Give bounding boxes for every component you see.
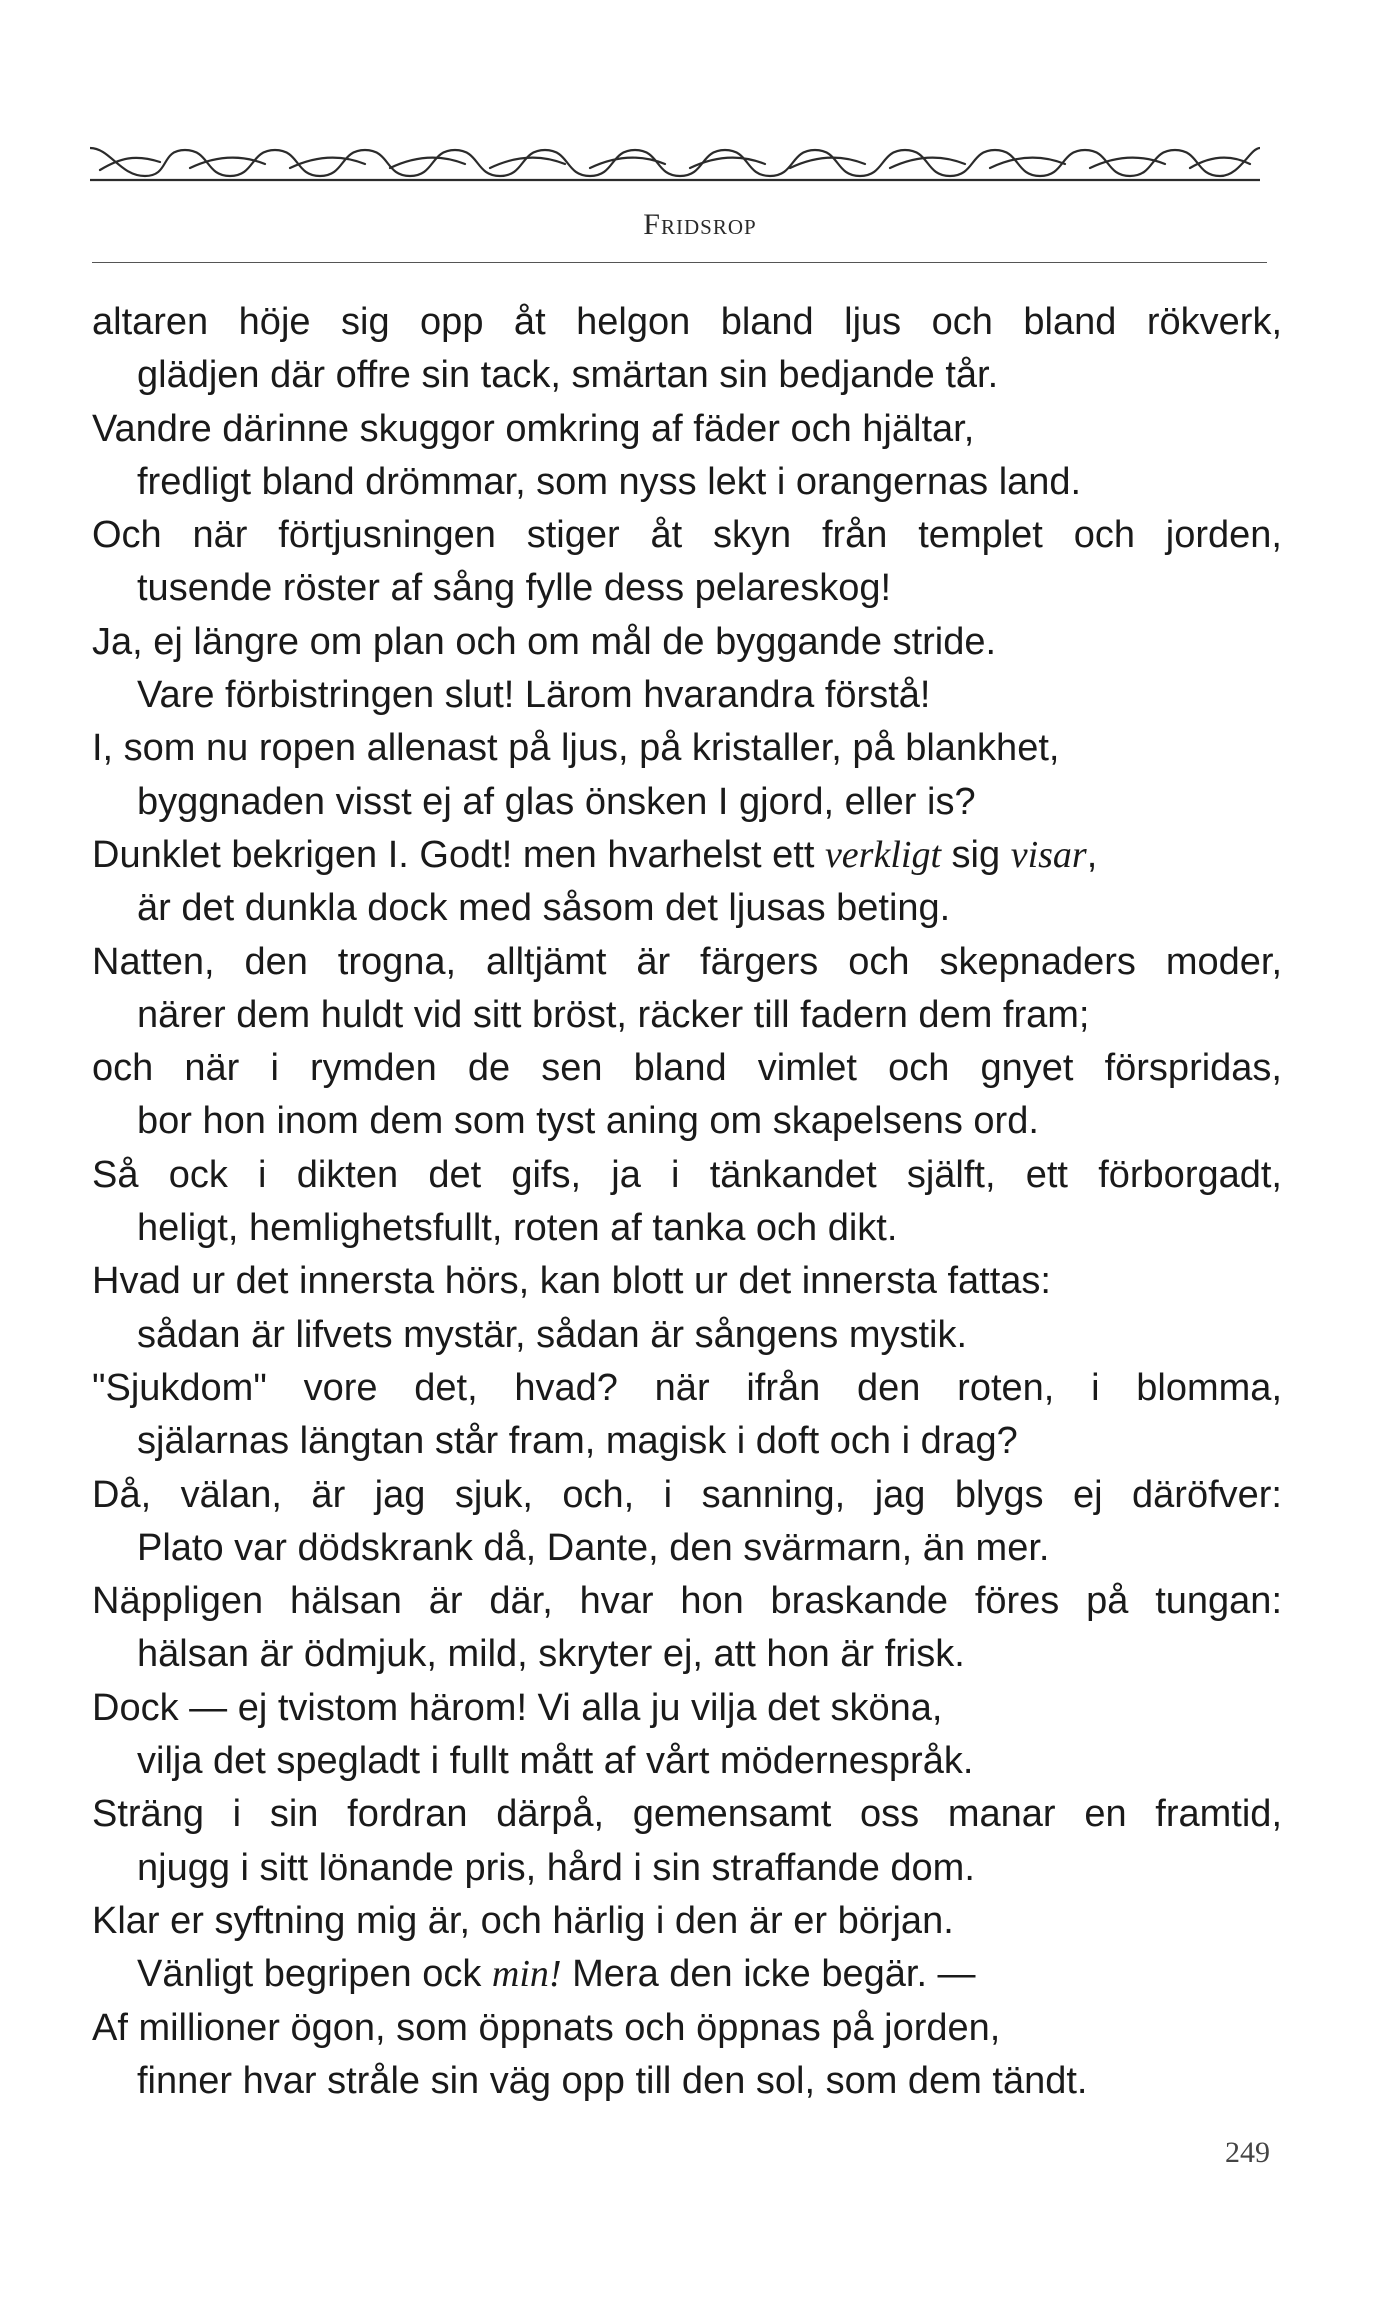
- decorative-scroll-border-icon: [90, 140, 1260, 186]
- poem-line: Af millioner ögon, som öppnats och öppnas på jorden,: [92, 2006, 1001, 2049]
- poem-line: heligt, hemlighetsfullt, roten af tanka och dikt.: [137, 1207, 898, 1250]
- poem-line: Och när förtjusningen stiger åt skyn från templet och jorden,: [92, 514, 1282, 557]
- poem-line: Hvad ur det innersta hörs, kan blott ur det innersta fattas:: [92, 1260, 1051, 1303]
- poem-line: och när i rymden de sen bland vimlet och gnyet förspridas,: [92, 1047, 1282, 1090]
- poem-line: hälsan är ödmjuk, mild, skryter ej, att hon är frisk.: [137, 1633, 965, 1676]
- poem-line: Näppligen hälsan är där, hvar hon braskande föres på tungan:: [92, 1580, 1282, 1623]
- poem-line: närer dem huldt vid sitt bröst, räcker till fadern dem fram;: [137, 993, 1090, 1036]
- poem-line: Vänligt begripen ock min! Mera den icke begär. —: [137, 1953, 976, 1996]
- poem-line: Ja, ej längre om plan och om mål de byggande stride.: [92, 620, 997, 663]
- poem-line: Då, välan, är jag sjuk, och, i sanning, jag blygs ej däröfver:: [92, 1473, 1282, 1516]
- poem-line: I, som nu ropen allenast på ljus, på kristaller, på blankhet,: [92, 727, 1060, 770]
- poem-line: vilja det spegladt i fullt mått af vårt mödernespråk.: [137, 1740, 974, 1783]
- poem-line: Sträng i sin fordran därpå, gemensamt oss manar en framtid,: [92, 1793, 1282, 1836]
- poem-line: Vare förbistringen slut! Lärom hvarandra förstå!: [137, 674, 931, 717]
- poem-line: byggnaden visst ej af glas önsken I gjord, eller is?: [137, 780, 976, 823]
- poem-line: Plato var dödskrank då, Dante, den svärmarn, än mer.: [137, 1526, 1050, 1569]
- poem-line: glädjen där offre sin tack, smärtan sin bedjande tår.: [137, 354, 999, 397]
- poem-line: sådan är lifvets mystär, sådan är sångens mystik.: [137, 1313, 968, 1356]
- poem-line: Natten, den trogna, alltjämt är färgers och skepnaders moder,: [92, 940, 1282, 983]
- poem-line: njugg i sitt lönande pris, hård i sin straffande dom.: [137, 1846, 975, 1889]
- running-header: Fridsrop: [643, 208, 757, 241]
- poem-line: tusende röster af sång fylle dess pelareskog!: [137, 567, 892, 610]
- poem-line: altaren höje sig opp åt helgon bland ljus och bland rökverk,: [92, 301, 1282, 343]
- poem-line: Klar er syftning mig är, och härlig i den är er början.: [92, 1899, 954, 1942]
- header-rule: [92, 262, 1267, 263]
- poem-line: Så ock i dikten det gifs, ja i tänkandet själft, ett förborgadt,: [92, 1153, 1282, 1196]
- page-number: 249: [1225, 2136, 1270, 2169]
- poem-line: Dunklet bekrigen I. Godt! men hvarhelst ett verkligt sig visar,: [92, 833, 1098, 876]
- poem-line: bor hon inom dem som tyst aning om skapelsens ord.: [137, 1100, 1039, 1143]
- poem-line: Vandre därinne skuggor omkring af fäder och hjältar,: [92, 407, 975, 450]
- poem-line: fredligt bland drömmar, som nyss lekt i orangernas land.: [137, 460, 1082, 503]
- poem-line: är det dunkla dock med såsom det ljusas beting.: [137, 887, 951, 930]
- poem-line: själarnas längtan står fram, magisk i doft och i drag?: [137, 1420, 1018, 1463]
- poem-text: [92, 296, 1282, 2108]
- poem-line: Dock — ej tvistom härom! Vi alla ju vilja det sköna,: [92, 1686, 943, 1729]
- poem-line: "Sjukdom" vore det, hvad? när ifrån den roten, i blomma,: [92, 1366, 1282, 1409]
- poem-line: finner hvar stråle sin väg opp till den sol, som dem tändt.: [137, 2059, 1088, 2102]
